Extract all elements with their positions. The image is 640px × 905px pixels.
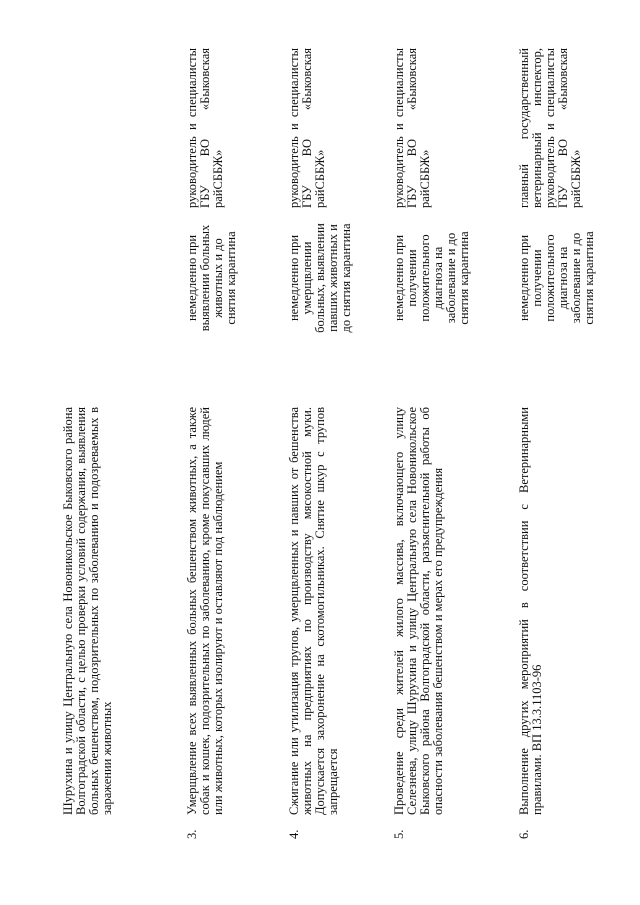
row-number: 6.: [517, 829, 531, 839]
activity-text: Сжигание или утилизация трупов, умерщвленных и павших от бешенства животных на предприятиях по производству мясокостной муки. Допускается захоронение на скотомогильниках. Снятие шкур с трупов запрещается: [287, 407, 340, 815]
term-text: немедленно при получении положительного диагноза на заболевание и до снятия карантина: [392, 231, 471, 325]
term-text: немедленно при получении положительного диагноза на заболевание и до снятия карантина: [517, 231, 596, 325]
responsible-text: руководитель и специалисты ГБУ ВО «Быковская райСББЖ»: [287, 48, 327, 208]
row-number: 4.: [287, 829, 301, 839]
activity-text: Шурухина и улицу Центральную села Новоникольское Быковского района Волгоградской области, с целью проверки условий содержания, выявления больных бешенством, подозрительных по заболеванию и подозреваемых в заражении животных: [61, 407, 114, 815]
row-number: 5.: [392, 829, 406, 839]
row-number: 3.: [185, 829, 199, 839]
responsible-text: руководитель и специалисты ГБУ ВО «Быковская райСББЖ»: [185, 48, 225, 208]
responsible-text: руководитель и специалисты ГБУ ВО «Быковская райСББЖ»: [392, 48, 432, 208]
activity-text: Умерщвление всех выявленных больных бешенством животных, а также собак и кошек, подозрительных по заболеванию, кроме покусавших людей или животных, которых изолируют и оставляют под наблюдением: [185, 407, 225, 815]
term-text: немедленно при умерщвлении больных, выявлении павших животных и до снятия карантина: [287, 223, 353, 333]
responsible-text: главный государственный ветеринарный инспектор, руководитель и специалисты ГБУ ВО «Быковская райСББЖ»: [517, 48, 583, 208]
activity-text: Выполнение других мероприятий в соответствии с Ветеринарными правилами. ВП 13.3.1103-96: [517, 407, 544, 815]
term-text: немедленно при выявлении больных животных и до снятия карантина: [185, 224, 238, 332]
activity-text: Проведение среди жителей жилого массива, включающего улицу Селезнева, улицу Шурухина и улицу Центральную села Новоникольское Быковского района Волгоградской области, разъяснительной работы об опасности заболевания бешенством и мерах его предупреждения: [392, 407, 445, 815]
